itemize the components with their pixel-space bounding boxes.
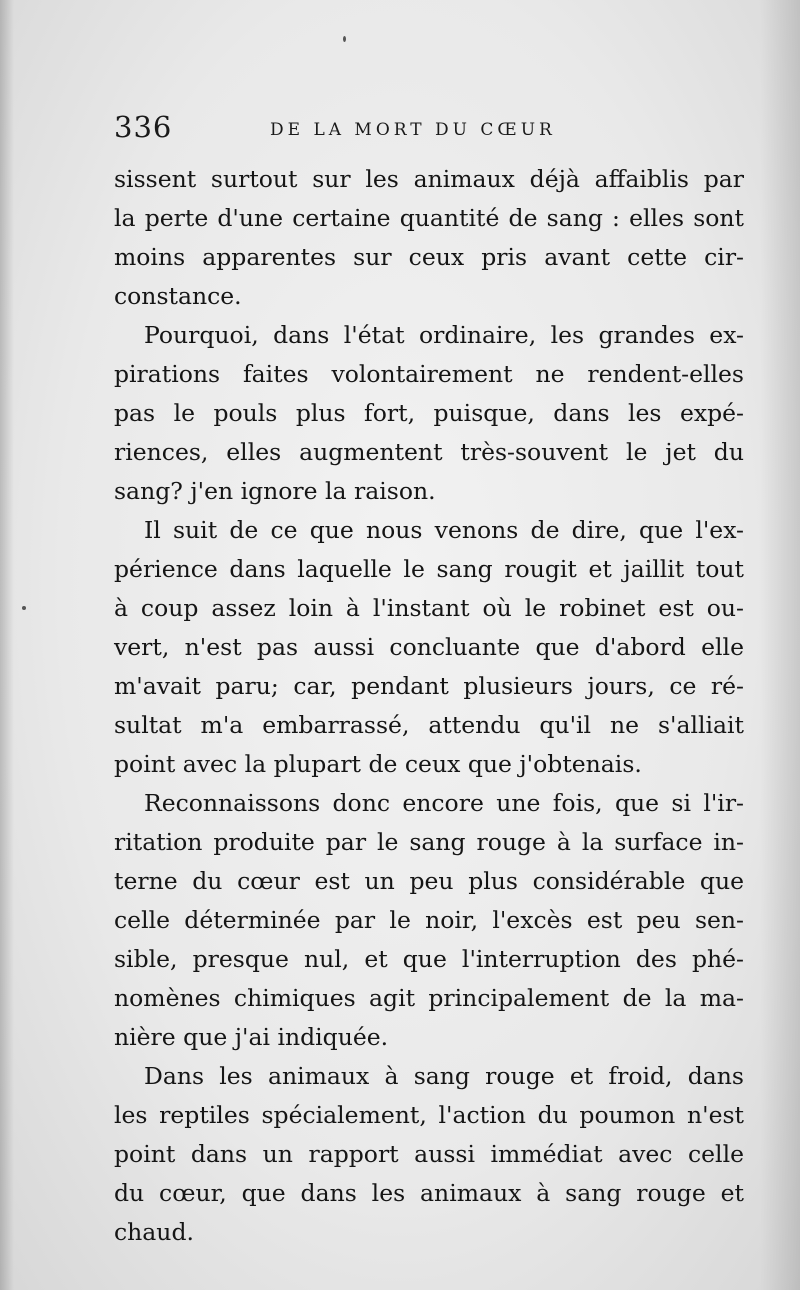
text-line: nomènes chimiques agit principalement de la ma- [114, 984, 744, 1012]
running-head [114, 110, 744, 150]
text-line: constance. [114, 282, 242, 310]
text-line: les reptiles spécialement, l'action du poumon n'est [114, 1101, 744, 1129]
paper-speck [343, 36, 346, 42]
text-line: sultat m'a embarrassé, attendu qu'il ne s'alliait [114, 711, 744, 739]
text-line: vert, n'est pas aussi concluante que d'abord elle [114, 633, 744, 661]
paragraph-first-line: Dans les animaux à sang rouge et froid, dans [144, 1062, 744, 1090]
text-line: périence dans laquelle le sang rougit et jaillit tout [114, 555, 744, 583]
text-line: point avec la plupart de ceux que j'obtenais. [114, 750, 642, 778]
text-line: pirations faites volontairement ne rendent-elles [114, 360, 744, 388]
text-line: terne du cœur est un peu plus considérable que [114, 867, 744, 895]
text-line: celle déterminée par le noir, l'excès est peu sen- [114, 906, 744, 934]
page-edge-shadow [760, 0, 800, 1290]
paragraph-first-line: Il suit de ce que nous venons de dire, que l'ex- [144, 516, 744, 544]
text-line: sissent surtout sur les animaux déjà affaiblis par [114, 165, 744, 193]
body-text [114, 160, 744, 1252]
text-line: m'avait paru; car, pendant plusieurs jours, ce ré- [114, 672, 744, 700]
text-line: nière que j'ai indiquée. [114, 1023, 389, 1051]
text-line: pas le pouls plus fort, puisque, dans les expé- [114, 399, 744, 427]
running-title: DE LA MORT DU CŒUR [270, 120, 556, 140]
paper-speck [22, 606, 26, 610]
text-line: à coup assez loin à l'instant où le robinet est ou- [114, 594, 744, 622]
paragraph-first-line: Reconnaissons donc encore une fois, que si l'ir- [144, 789, 744, 817]
text-line: riences, elles augmentent très-souvent le jet du [114, 438, 744, 466]
text-line: chaud. [114, 1218, 194, 1246]
page-gutter-shadow [0, 0, 14, 1290]
text-line: du cœur, que dans les animaux à sang rouge et [114, 1179, 744, 1207]
text-line: sible, presque nul, et que l'interruption des phé- [114, 945, 744, 973]
text-line: ritation produite par le sang rouge à la surface in- [114, 828, 744, 856]
paragraph-first-line: Pourquoi, dans l'état ordinaire, les grandes ex- [144, 321, 744, 349]
page-number: 336 [114, 110, 173, 144]
text-line: sang? j'en ignore la raison. [114, 477, 436, 505]
text-line: point dans un rapport aussi immédiat avec celle [114, 1140, 744, 1168]
text-line: moins apparentes sur ceux pris avant cette cir- [114, 243, 744, 271]
text-line: la perte d'une certaine quantité de sang : elles sont [114, 204, 744, 232]
